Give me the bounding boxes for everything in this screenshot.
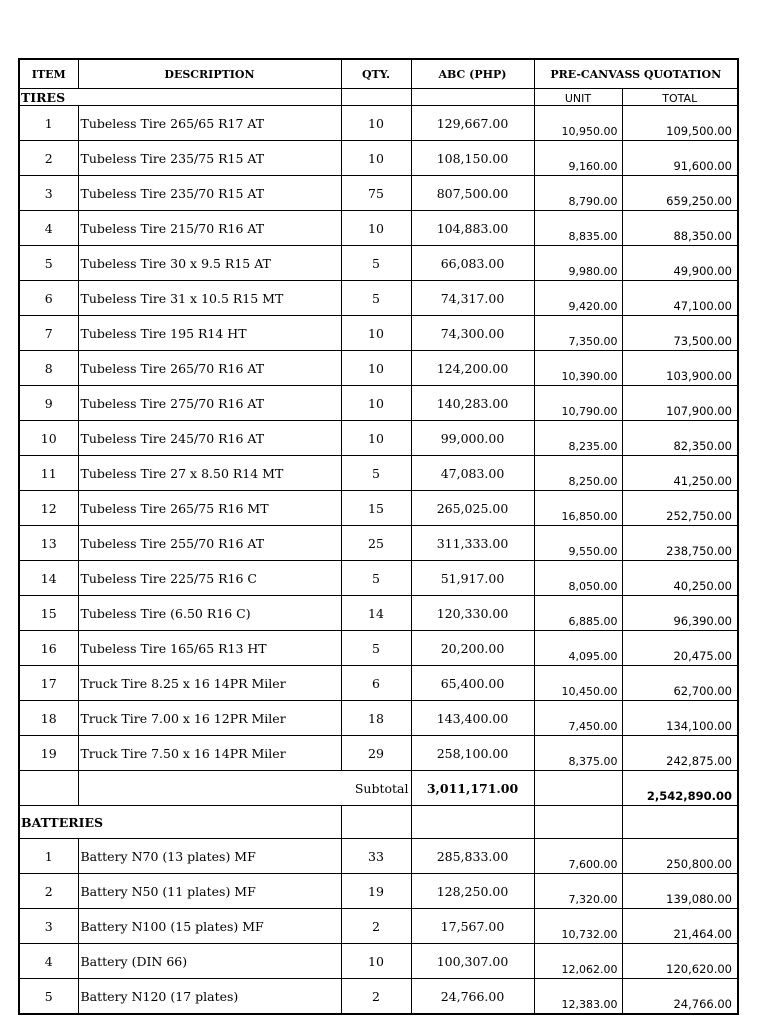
item-abc: 99,000.00 (411, 421, 534, 456)
item-number: 6 (19, 281, 78, 316)
item-number: 4 (19, 211, 78, 246)
table-row (19, 351, 738, 386)
item-description: Tubeless Tire 265/65 R17 AT (78, 106, 341, 141)
item-abc: 128,250.00 (411, 874, 534, 909)
item-number: 19 (19, 736, 78, 771)
item-qty: 25 (341, 526, 411, 561)
table-row (19, 246, 738, 281)
item-total-price: 88,350.00 (622, 211, 738, 246)
item-unit-price: 8,790.00 (534, 176, 622, 211)
table-row (19, 176, 738, 211)
item-description: Tubeless Tire 31 x 10.5 R15 MT (78, 281, 341, 316)
item-qty: 5 (341, 631, 411, 666)
item-qty: 10 (341, 351, 411, 386)
item-unit-price: 10,390.00 (534, 351, 622, 386)
item-number: 3 (19, 176, 78, 211)
item-description: Tubeless Tire 195 R14 HT (78, 316, 341, 351)
item-number: 9 (19, 386, 78, 421)
table-row (19, 141, 738, 176)
item-total-price: 24,766.00 (622, 979, 738, 1015)
item-qty: 2 (341, 909, 411, 944)
item-total-price: 20,475.00 (622, 631, 738, 666)
item-unit-price: 9,980.00 (534, 246, 622, 281)
item-abc: 51,917.00 (411, 561, 534, 596)
subtotal-label: Subtotal (78, 771, 411, 806)
table-row (19, 631, 738, 666)
item-unit-price: 16,850.00 (534, 491, 622, 526)
item-abc: 124,200.00 (411, 351, 534, 386)
table-row (19, 596, 738, 631)
item-description: Battery (DIN 66) (78, 944, 341, 979)
item-unit-price: 12,383.00 (534, 979, 622, 1015)
item-number: 10 (19, 421, 78, 456)
item-unit-price: 7,600.00 (534, 839, 622, 874)
empty-cell (341, 806, 411, 839)
item-description: Tubeless Tire 235/70 R15 AT (78, 176, 341, 211)
item-number: 2 (19, 874, 78, 909)
item-qty: 6 (341, 666, 411, 701)
item-unit-price: 10,950.00 (534, 106, 622, 141)
item-total-price: 659,250.00 (622, 176, 738, 211)
batteries-section-label: BATTERIES (19, 806, 341, 839)
table-row (19, 561, 738, 596)
header-qty: QTY. (341, 59, 411, 89)
item-qty: 10 (341, 316, 411, 351)
item-description: Tubeless Tire 235/75 R15 AT (78, 141, 341, 176)
quotation-table (18, 58, 739, 1015)
item-number: 2 (19, 141, 78, 176)
item-number: 15 (19, 596, 78, 631)
item-qty: 29 (341, 736, 411, 771)
item-description: Truck Tire 7.50 x 16 14PR Miler (78, 736, 341, 771)
item-unit-price: 10,790.00 (534, 386, 622, 421)
item-unit-price: 8,235.00 (534, 421, 622, 456)
item-qty: 10 (341, 421, 411, 456)
item-total-price: 242,875.00 (622, 736, 738, 771)
item-qty: 2 (341, 979, 411, 1015)
item-unit-price: 4,095.00 (534, 631, 622, 666)
table-row (19, 979, 738, 1015)
empty-cell (341, 89, 411, 106)
item-unit-price: 7,320.00 (534, 874, 622, 909)
item-number: 7 (19, 316, 78, 351)
item-total-price: 41,250.00 (622, 456, 738, 491)
item-abc: 285,833.00 (411, 839, 534, 874)
item-number: 13 (19, 526, 78, 561)
empty-cell (19, 771, 78, 806)
item-qty: 10 (341, 106, 411, 141)
item-total-price: 238,750.00 (622, 526, 738, 561)
tires-section-label: TIRES (19, 89, 341, 106)
item-description: Truck Tire 8.25 x 16 14PR Miler (78, 666, 341, 701)
item-description: Tubeless Tire 215/70 R16 AT (78, 211, 341, 246)
item-description: Truck Tire 7.00 x 16 12PR Miler (78, 701, 341, 736)
item-number: 12 (19, 491, 78, 526)
item-qty: 10 (341, 386, 411, 421)
table-row (19, 839, 738, 874)
item-description: Tubeless Tire 27 x 8.50 R14 MT (78, 456, 341, 491)
item-abc: 100,307.00 (411, 944, 534, 979)
table-row (19, 874, 738, 909)
item-number: 5 (19, 246, 78, 281)
item-number: 8 (19, 351, 78, 386)
item-abc: 807,500.00 (411, 176, 534, 211)
item-description: Tubeless Tire 255/70 R16 AT (78, 526, 341, 561)
item-description: Battery N120 (17 plates) (78, 979, 341, 1015)
header-abc: ABC (PHP) (411, 59, 534, 89)
item-abc: 20,200.00 (411, 631, 534, 666)
item-description: Tubeless Tire (6.50 R16 C) (78, 596, 341, 631)
table-body (19, 89, 738, 1015)
item-abc: 120,330.00 (411, 596, 534, 631)
item-qty: 18 (341, 701, 411, 736)
table-row (19, 316, 738, 351)
item-qty: 19 (341, 874, 411, 909)
header-description: DESCRIPTION (78, 59, 341, 89)
item-description: Tubeless Tire 245/70 R16 AT (78, 421, 341, 456)
item-total-price: 103,900.00 (622, 351, 738, 386)
item-total-price: 91,600.00 (622, 141, 738, 176)
item-unit-price: 12,062.00 (534, 944, 622, 979)
item-number: 1 (19, 839, 78, 874)
item-abc: 24,766.00 (411, 979, 534, 1015)
header-unit: UNIT (534, 89, 622, 106)
table-row (19, 281, 738, 316)
item-qty: 14 (341, 596, 411, 631)
item-total-price: 40,250.00 (622, 561, 738, 596)
header-item: ITEM (19, 59, 78, 89)
item-total-price: 139,080.00 (622, 874, 738, 909)
item-description: Battery N50 (11 plates) MF (78, 874, 341, 909)
item-unit-price: 9,420.00 (534, 281, 622, 316)
item-total-price: 252,750.00 (622, 491, 738, 526)
item-qty: 5 (341, 246, 411, 281)
item-number: 1 (19, 106, 78, 141)
item-abc: 143,400.00 (411, 701, 534, 736)
item-description: Battery N100 (15 plates) MF (78, 909, 341, 944)
item-abc: 265,025.00 (411, 491, 534, 526)
item-abc: 47,083.00 (411, 456, 534, 491)
subtotal-abc: 3,011,171.00 (411, 771, 534, 806)
item-number: 3 (19, 909, 78, 944)
item-qty: 10 (341, 141, 411, 176)
item-qty: 10 (341, 211, 411, 246)
item-unit-price: 8,375.00 (534, 736, 622, 771)
item-unit-price: 7,450.00 (534, 701, 622, 736)
header-total: TOTAL (622, 89, 738, 106)
item-qty: 5 (341, 561, 411, 596)
empty-cell (534, 771, 622, 806)
tires-section-row (19, 89, 738, 106)
table-row (19, 211, 738, 246)
item-description: Tubeless Tire 30 x 9.5 R15 AT (78, 246, 341, 281)
item-unit-price: 7,350.00 (534, 316, 622, 351)
item-qty: 75 (341, 176, 411, 211)
item-total-price: 107,900.00 (622, 386, 738, 421)
item-unit-price: 8,835.00 (534, 211, 622, 246)
item-total-price: 73,500.00 (622, 316, 738, 351)
item-number: 16 (19, 631, 78, 666)
item-unit-price: 9,550.00 (534, 526, 622, 561)
item-description: Tubeless Tire 265/70 R16 AT (78, 351, 341, 386)
table-row (19, 944, 738, 979)
batteries-section-row (19, 806, 738, 839)
table-row (19, 456, 738, 491)
table-row (19, 909, 738, 944)
item-abc: 108,150.00 (411, 141, 534, 176)
subtotal-row (19, 771, 738, 806)
item-abc: 311,333.00 (411, 526, 534, 561)
item-unit-price: 10,450.00 (534, 666, 622, 701)
table-row (19, 526, 738, 561)
item-total-price: 134,100.00 (622, 701, 738, 736)
table-row (19, 421, 738, 456)
item-number: 4 (19, 944, 78, 979)
quotation-sheet (18, 58, 737, 1015)
item-total-price: 82,350.00 (622, 421, 738, 456)
item-abc: 74,317.00 (411, 281, 534, 316)
item-qty: 5 (341, 281, 411, 316)
item-total-price: 250,800.00 (622, 839, 738, 874)
item-unit-price: 10,732.00 (534, 909, 622, 944)
item-abc: 65,400.00 (411, 666, 534, 701)
table-row (19, 736, 738, 771)
item-abc: 104,883.00 (411, 211, 534, 246)
table-row (19, 666, 738, 701)
item-qty: 33 (341, 839, 411, 874)
table-row (19, 701, 738, 736)
item-unit-price: 8,250.00 (534, 456, 622, 491)
item-number: 14 (19, 561, 78, 596)
table-row (19, 386, 738, 421)
item-total-price: 49,900.00 (622, 246, 738, 281)
item-abc: 74,300.00 (411, 316, 534, 351)
subtotal-total: 2,542,890.00 (622, 771, 738, 806)
table-row (19, 491, 738, 526)
empty-cell (534, 806, 622, 839)
item-description: Battery N70 (13 plates) MF (78, 839, 341, 874)
item-total-price: 96,390.00 (622, 596, 738, 631)
item-number: 11 (19, 456, 78, 491)
item-total-price: 21,464.00 (622, 909, 738, 944)
item-number: 17 (19, 666, 78, 701)
item-total-price: 62,700.00 (622, 666, 738, 701)
empty-cell (622, 806, 738, 839)
item-qty: 10 (341, 944, 411, 979)
item-qty: 15 (341, 491, 411, 526)
item-number: 5 (19, 979, 78, 1015)
item-description: Tubeless Tire 265/75 R16 MT (78, 491, 341, 526)
item-abc: 66,083.00 (411, 246, 534, 281)
empty-cell (411, 806, 534, 839)
item-unit-price: 6,885.00 (534, 596, 622, 631)
item-abc: 17,567.00 (411, 909, 534, 944)
item-description: Tubeless Tire 165/65 R13 HT (78, 631, 341, 666)
item-unit-price: 8,050.00 (534, 561, 622, 596)
item-abc: 129,667.00 (411, 106, 534, 141)
item-abc: 140,283.00 (411, 386, 534, 421)
item-abc: 258,100.00 (411, 736, 534, 771)
empty-cell (411, 89, 534, 106)
item-total-price: 120,620.00 (622, 944, 738, 979)
item-total-price: 109,500.00 (622, 106, 738, 141)
table-row (19, 106, 738, 141)
header-row (19, 59, 738, 89)
item-number: 18 (19, 701, 78, 736)
item-qty: 5 (341, 456, 411, 491)
header-precanvass: PRE-CANVASS QUOTATION (534, 59, 738, 89)
item-total-price: 47,100.00 (622, 281, 738, 316)
item-unit-price: 9,160.00 (534, 141, 622, 176)
item-description: Tubeless Tire 225/75 R16 C (78, 561, 341, 596)
item-description: Tubeless Tire 275/70 R16 AT (78, 386, 341, 421)
